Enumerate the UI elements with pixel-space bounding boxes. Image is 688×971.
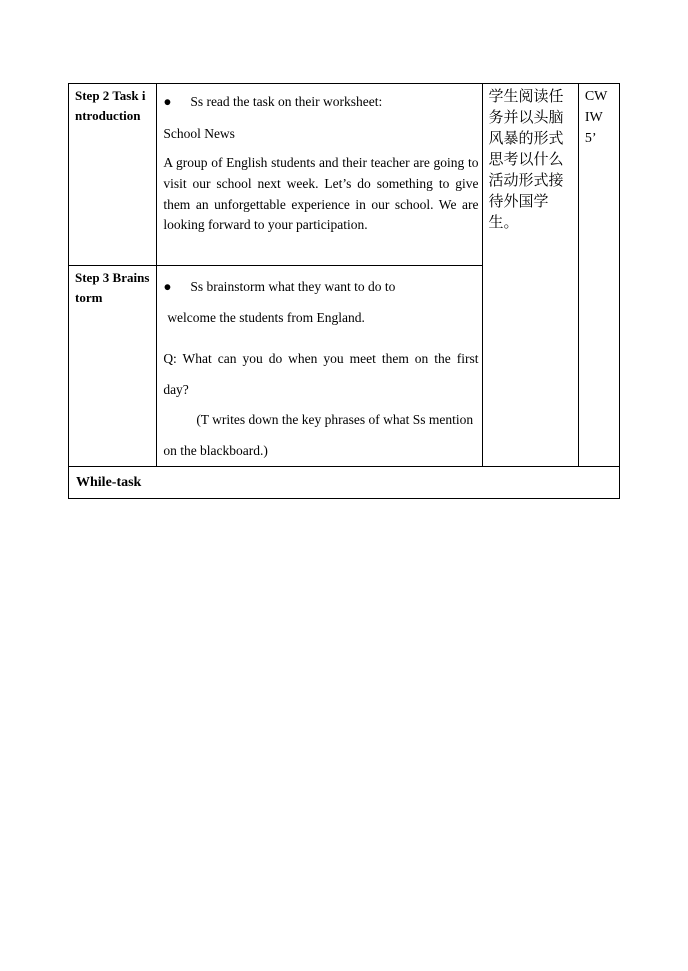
step2-row xyxy=(69,84,620,266)
purpose-text: 学生阅读任务并以头脑风暴的形式思考以什么活动形式接待外国学生。 xyxy=(488,87,564,231)
step3-question: Q: What can you do when you meet them on the first day? xyxy=(163,351,479,397)
lesson-plan-table xyxy=(68,83,620,499)
step3-bullet-continued: welcome the students from England. xyxy=(167,309,365,325)
step2-label: Step 2 Task introduction xyxy=(75,88,146,123)
step3-bullet-item xyxy=(163,272,478,303)
step3-label-cell xyxy=(69,266,157,467)
mode-iw: IW xyxy=(584,110,603,125)
bullet-icon: ● xyxy=(163,279,172,294)
school-news-title: School News xyxy=(163,126,235,141)
purpose-cell xyxy=(483,84,578,467)
while-task-heading: While-task xyxy=(69,467,620,499)
step3-note: (T writes down the key phrases of what Ss mention on the blackboard.) xyxy=(163,412,474,458)
step2-procedure-cell xyxy=(157,84,483,266)
step2-bullet-item xyxy=(163,92,478,112)
mode-cell xyxy=(578,84,619,467)
step3-bullet-text: Ss brainstorm what they want to do to xyxy=(190,279,396,294)
school-news-body: A group of English students and their teacher are going to visit our school next week. Let’s do something to give them an unforgettable experience in our school. We are looking forward to your participation. xyxy=(163,155,479,233)
step2-label-cell xyxy=(69,84,157,266)
step2-bullet-text: Ss read the task on their worksheet: xyxy=(190,94,383,109)
mode-time: 5’ xyxy=(584,131,597,146)
bullet-icon: ● xyxy=(163,94,172,109)
while-task-row xyxy=(69,467,620,499)
mode-cw: CW xyxy=(584,89,608,104)
step3-label: Step 3 Brainstorm xyxy=(75,270,150,305)
step3-procedure-cell xyxy=(157,266,483,467)
